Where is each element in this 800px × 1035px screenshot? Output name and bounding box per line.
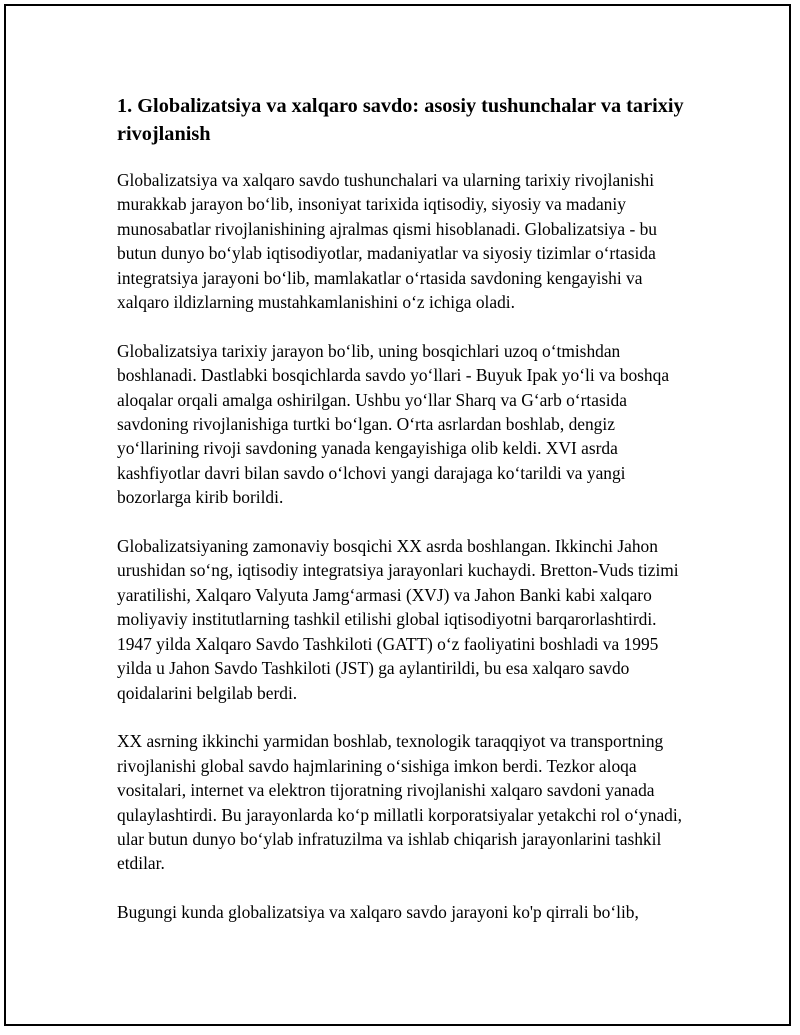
paragraph-4: XX asrning ikkinchi yarmidan boshlab, texnologik taraqqiyot va transportning rivojlanishi global savdo hajmlarining o‘sishiga imkon berdi. Tezkor aloqa vositalari, internet va elektron tijoratning rivojlanishi xalqaro savdoni yanada qulaylashtirdi. Bu jarayonlarda ko‘p millatli korporatsiyalar yetakchi rol o‘ynadi, ular butun dunyo bo‘ylab infratuzilma va ishlab chiqarish jarayonlarini tashkil etdilar. [117,731,683,874]
section-heading: 1. Globalizatsiya va xalqaro savdo: asosiy tushunchalar va tarixiy rivojlanish [117,95,684,145]
paragraph-1: Globalizatsiya va xalqaro savdo tushunchalari va ularning tarixiy rivojlanishi murakkab jarayon bo‘lib, insoniyat tarixida iqtisodiy, siyosiy va madaniy munosabatlar rivojlanishining ajralmas qismi hisoblanadi. Globalizatsiya - bu butun dunyo bo‘ylab iqtisodiyotlar, madaniyatlar va siyosiy tizimlar o‘rtasida integratsiya jarayoni bo‘lib, mamlakatlar o‘rtasida savdoning kengayishi va xalqaro ildizlarning mustahkamlanishini o‘z ichiga oladi. [117,170,657,313]
document-body [117,92,687,949]
paragraph-2: Globalizatsiya tarixiy jarayon bo‘lib, uning bosqichlari uzoq o‘tmishdan boshlanadi. Dastlabki bosqichlarda savdo yo‘llari - Buyuk Ipak yo‘li va boshqa aloqalar orqali amalga oshirilgan. Ushbu yo‘llar Sharq va G‘arb o‘rtasida savdoning rivojlanishiga turtki bo‘lgan. O‘rta asrlardan boshlab, dengiz yo‘llarining rivoji savdoning yanada kengayishiga olib keldi. XVI asrda kashfiyotlar davri bilan savdo o‘lchovi yangi darajaga ko‘tarildi va yangi bozorlarga kirib borildi. [117,340,670,508]
paragraph-5: Bugungi kunda globalizatsiya va xalqaro savdo jarayoni ko'p qirrali bo‘lib, [117,902,639,923]
paragraph-3: Globalizatsiyaning zamonaviy bosqichi XX asrda boshlangan. Ikkinchi Jahon urushidan so‘ng, iqtisodiy integratsiya jarayonlari kuchaydi. Bretton-Vuds tizimi yaratilishi, Xalqaro Valyuta Jamg‘armasi (XVJ) va Jahon Banki kabi xalqaro moliyaviy institutlarning tashkil etilishi global iqtisodiyotni barqarorlashtirdi. 1947 yilda Xalqaro Savdo Tashkiloti (GATT) o‘z faoliyatini boshladi va 1995 yilda u Jahon Savdo Tashkiloti (JST) ga aylantirildi, bu esa xalqaro savdo qoidalarini belgilab berdi. [117,536,679,703]
